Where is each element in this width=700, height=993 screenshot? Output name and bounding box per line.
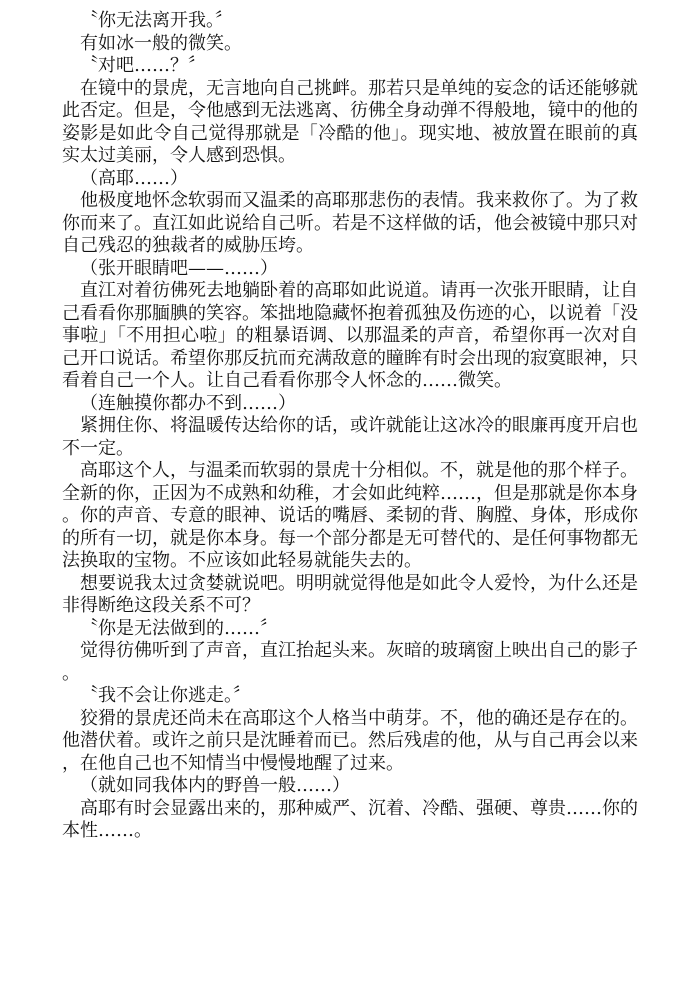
document-page — [62, 10, 638, 843]
paragraph: 紧拥住你、将温暖传达给你的话，或许就能让这冰冷的眼廉再度开启也不一定。 — [62, 415, 638, 459]
paragraph: 〝我不会让你逃走。〞 — [80, 685, 251, 706]
paragraph: 高耶这个人，与温柔而软弱的景虎十分相似。不，就是他的那个样子。全新的你，正因为不成熟和幼稚，才会如此纯粹……，但是那就是你本身。你的声音、专意的眼神、说话的嘴唇、柔韧的背、胸膛、身体，形成你的所有一切，就是你本身。每一个部分都是无可替代的、是任何事物都无法换取的宝物。不应该如此轻易就能失去的。 — [62, 460, 638, 571]
paragraph: 高耶有时会显露出来的，那种威严、沉着、冷酷、强硬、尊贵……你的本性……。 — [62, 797, 638, 841]
paragraph: （连触摸你都办不到……） — [80, 392, 296, 414]
paragraph: （张开眼睛吧——……） — [80, 257, 278, 279]
paragraph: （高耶……） — [80, 167, 188, 189]
paragraph: 觉得彷佛听到了声音，直江抬起头来。灰暗的玻璃窗上映出自己的影子。 — [62, 640, 638, 684]
paragraph: （就如同我体内的野兽一般……） — [80, 775, 350, 796]
paragraph: 狡猾的景虎还尚未在高耶这个人格当中萌芽。不，他的确还是存在的。他潜伏着。或许之前只是沈睡着而已。然后残虐的他，从与自己再会以来，在他自己也不知情当中慢慢地醒了过来。 — [62, 707, 638, 774]
paragraph: 他极度地怀念软弱而又温柔的高耶那悲伤的表情。我来救你了。为了救你而来了。直江如此说给自己听。若是不这样做的话，他会被镜中那只对自己残忍的独裁者的威胁压垮。 — [62, 190, 638, 256]
paragraph: 直江对着彷佛死去地躺卧着的高耶如此说道。请再一次张开眼睛，让自己看看你那腼腆的笑容。笨拙地隐藏怀抱着孤独及伤迹的心，以说着「没事啦」「不用担心啦」的粗暴语调、以那温柔的声音，希望你再一次对自己开口说话。希望你那反抗而充满敌意的瞳眸有时会出现的寂寞眼神，只看着自己一个人。让自己看看你那令人怀念的……微笑。 — [62, 280, 638, 391]
paragraph: 有如冰一般的微笑。 — [80, 32, 242, 54]
paragraph: 〝对吧……？〞 — [80, 55, 206, 76]
paragraph: 〝你是无法做到的……〞 — [80, 617, 278, 639]
paragraph: 在镜中的景虎，无言地向自己挑衅。那若只是单纯的妄念的话还能够就此否定。但是，令他感到无法逃离、彷佛全身动弹不得般地，镜中的他的姿影是如此令自己觉得那就是「冷酷的他」。现实地、被放置在眼前的真实太过美丽，令人感到恐惧。 — [62, 77, 638, 166]
paragraph: 想要说我太过贪婪就说吧。明明就觉得他是如此令人爱怜，为什么还是非得断绝这段关系不可？ — [62, 572, 638, 616]
paragraph: 〝你无法离开我。〞 — [80, 10, 233, 31]
